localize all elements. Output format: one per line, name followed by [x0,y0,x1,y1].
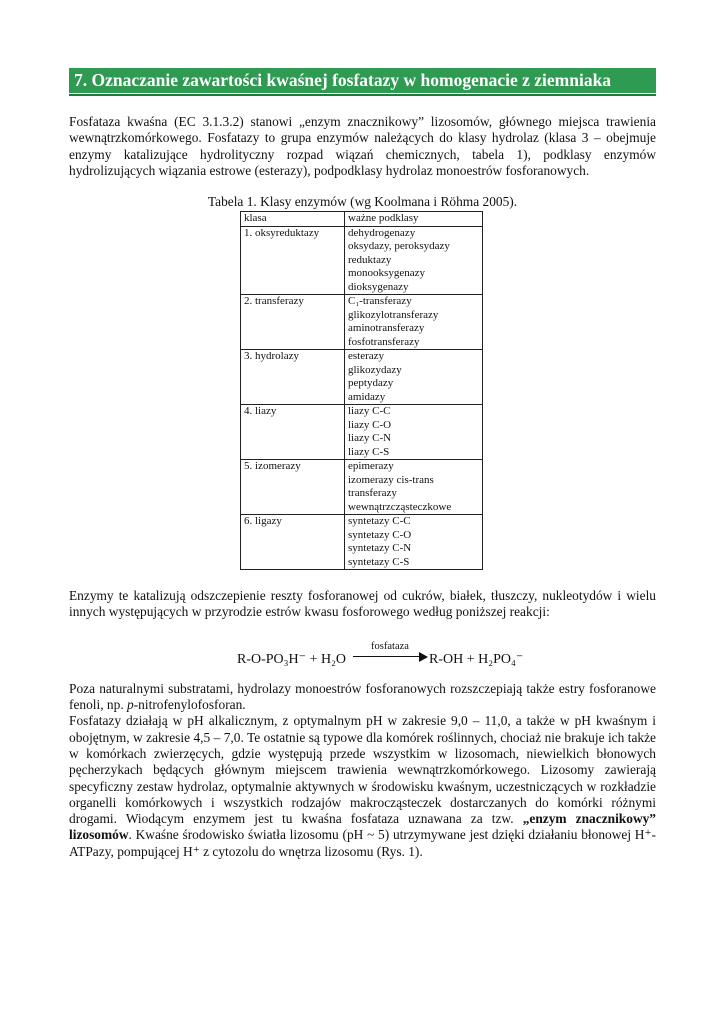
enzyme-subclass: monooksygenazy [348,267,425,280]
enzyme-class-cell: 4. liazy [241,405,345,460]
enzyme-subclass: aminotransferazy [348,322,425,335]
lysosome-text-b: . Kwaśne środowisko światła lizosomu (pH ~ 5) utrzymywane jest dzięki działaniu błonowej H⁺-ATPazy, pompującej H⁺ z cytozolu do wnętrza lizosomu (Rys. 1). [69,827,656,859]
enzyme-subclass: liazy C-S [348,445,390,458]
enzyme-subclass: reduktazy [348,253,392,266]
reaction-products: R-OH + H₂PO₄⁻ [429,651,524,667]
table-caption: Tabela 1. Klasy enzymów (wg Koolmana i Röhma 2005). [207,194,518,210]
enzyme-subclass: fosfotransferazy [348,335,420,348]
substrates-text-a: Poza naturalnymi substratami, hydrolazy monoestrów fosforanowych rozszczepiają także estry fosforanowe fenoli, np. [69,680,656,713]
table-row [241,515,483,570]
enzyme-subclass: syntetazy C-C [348,515,411,528]
enzyme-subclass: syntetazy C-N [348,542,412,555]
page-content [69,68,656,860]
table-row [241,405,483,460]
enzyme-class-cell: 2. transferazy [241,295,345,350]
table-row [241,460,483,515]
enzyme-subclass: peptydazy [348,377,394,390]
reaction-equation [69,641,656,677]
intro-paragraph: Fosfataza kwaśna (EC 3.1.3.2) stanowi „enzym znacznikowy” lizosomów, głównego miejsca trawienia wewnątrzkomórkowego. Fosfatazy to grupa enzymów należących do klasy hydrolaz (klasa 3 – obejmuje enzymy katalizujące hydrolityczny rozpad wiązań chemicznych, tabela 1), podklasy enzymów hydrolizujących wiązania estrowe (esterazy), podpodklasy hydrolaz monoestrów fosforanowych. [69,114,656,178]
substrates-text-b: -nitrofenylofosforan. [133,697,246,713]
enzyme-subclass: esterazy [348,350,385,363]
reaction-intro-paragraph: Enzymy te katalizują odszczepienie reszty fosforanowej od cukrów, białek, tłuszczy, nukleotydów i wielu innych występujących w przyrodzie estrów kwasu fosforowego według poniższej reakcji: [69,588,656,620]
table-header-row [241,212,483,227]
enzyme-subclass: wewnątrzcząsteczkowe [348,500,452,513]
table-row [241,295,483,350]
enzyme-subclasses-cell [345,295,483,350]
enzyme-subclass: syntetazy C-O [348,528,412,541]
enzyme-subclass: liazy C-N [348,432,392,445]
enzyme-subclass: C₁-transferazy [348,295,412,308]
enzyme-subclass: liazy C-O [348,418,392,431]
substrates-text-italic: p [127,697,134,713]
enzyme-subclass: izomerazy cis-trans [348,473,434,486]
reaction-substrates: R-O-PO₃H⁻ + H₂O [237,651,347,667]
enzyme-class-cell: 6. ligazy [241,515,345,570]
enzyme-class-cell: 1. oksyreduktazy [241,226,345,295]
enzyme-subclass: dioksygenazy [348,280,409,293]
enzyme-subclass: amidazy [348,390,386,403]
lysosome-text-bold: „enzym znacznikowy” lizosomów [69,811,657,843]
enzyme-class-cell: 5. izomerazy [241,460,345,515]
lysosome-paragraph [69,713,656,860]
table-header-cell: ważne podklasy [345,212,483,227]
enzyme-subclasses-cell [345,226,483,295]
enzyme-subclass: dehydrogenazy [348,226,416,239]
table-header-cell: klasa [241,212,345,227]
enzyme-class-cell: 3. hydrolazy [241,350,345,405]
enzyme-subclass: oksydazy, peroksydazy [348,240,450,253]
heading-underline [69,94,656,96]
enzyme-subclasses-cell [345,350,483,405]
enzyme-subclass: liazy C-C [348,405,391,418]
arrow-line [353,656,421,658]
enzyme-subclass: transferazy [348,487,397,500]
lysosome-text-a: Fosfatazy działają w pH alkalicznym, z optymalnym pH w zakresie 9,0 – 11,0, a także w pH kwaśnym i obojętnym, w zakresie 4,5 – 7,0. Te ostatnie są typowe dla komórek roślinnych, chociaż nie brakuje ich także w komórkach zwierzęcych, gdzie występują przede wszystkim w lizosomach, niewielkich błonowych pęcherzykach będących głównym miejscem trawienia wewnątrzkomórkowego. Lizosomy zawierają specyficzny zestaw hydrolaz, optymalnie aktywnych w środowisku kwaśnym, uczestniczących w rozkładzie organelli komórkowych i wszystkich rodzajów makrocząsteczek dostarczanych do komórki różnymi drogami. Wiodącym enzymem jest tu kwaśna fosfataza uznawana za tzw. [69,713,656,827]
substrates-paragraph [69,681,656,714]
enzyme-subclasses-cell [345,460,483,515]
enzyme-subclass: glikozylotransferazy [348,308,439,321]
enzyme-subclass: glikozydazy [348,363,402,376]
table-row [241,350,483,405]
enzyme-subclass: epimerazy [348,460,394,473]
section-heading: 7. Oznaczanie zawartości kwaśnej fosfatazy w homogenacie z ziemniaka [69,68,656,93]
enzyme-subclass: syntetazy C-S [348,555,410,568]
enzyme-subclasses-cell [345,515,483,570]
enzyme-subclasses-cell [345,405,483,460]
reaction-arrow [353,641,427,652]
reaction-enzyme-label: fosfataza [371,640,409,652]
table-row [241,226,483,295]
enzyme-classes-table [240,211,483,570]
arrow-head-icon [419,652,428,662]
